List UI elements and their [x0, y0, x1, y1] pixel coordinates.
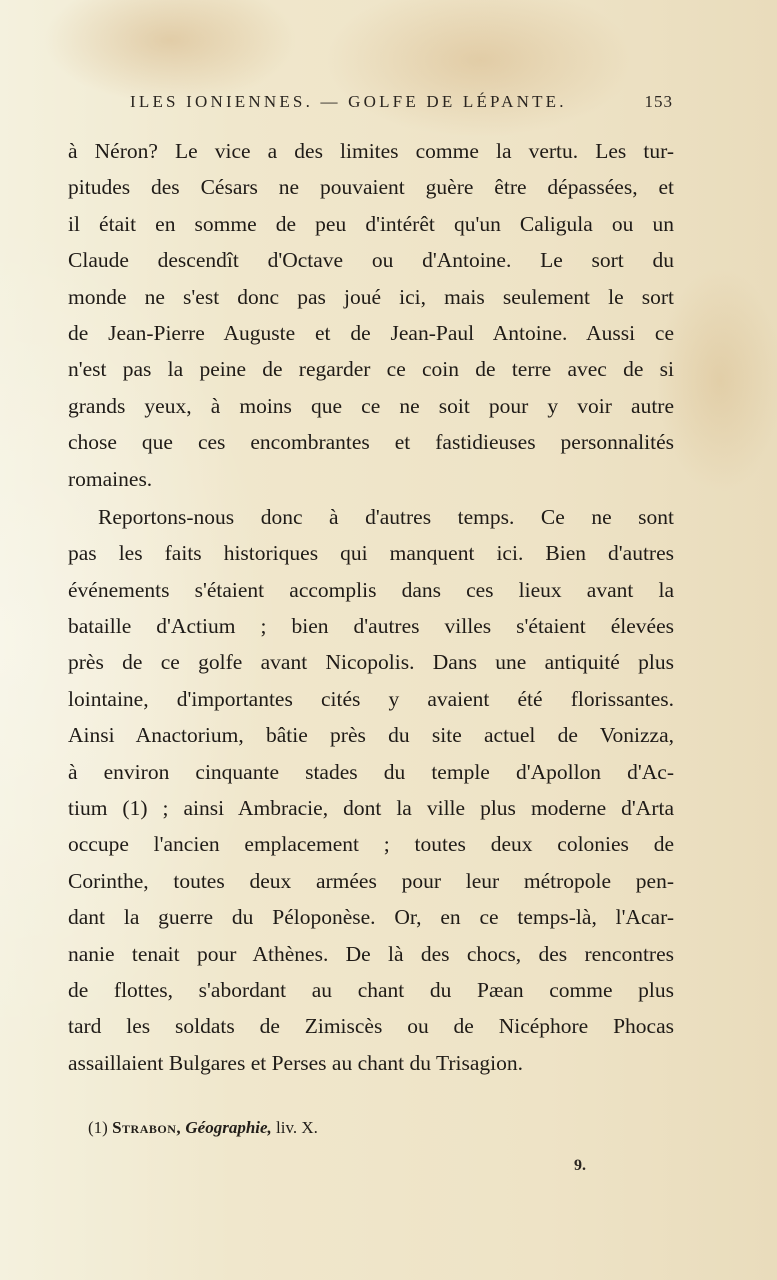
signature-mark: 9.	[574, 1157, 586, 1174]
text-line: pas les faits historiques qui manquent ici. Bien d'autres	[68, 541, 674, 566]
text-line: Corinthe, toutes deux armées pour leur métropole pen-	[68, 868, 674, 893]
text-line: événements s'étaient accomplis dans ces lieux avant la	[68, 577, 674, 602]
text-line: assaillaient Bulgares et Perses au chant du Trisagion.	[68, 1050, 524, 1075]
text-line: il était en somme de peu d'intérêt qu'un Caligula ou un	[68, 211, 674, 236]
text-line: monde ne s'est donc pas joué ici, mais seulement le sort	[68, 284, 674, 309]
text-line: Reportons-nous donc à d'autres temps. Ce ne sont	[98, 504, 674, 529]
text-line: Claude descendît d'Octave ou d'Antoine. Le sort du	[68, 248, 674, 273]
text-line: de Jean-Pierre Auguste et de Jean-Paul Antoine. Aussi ce	[68, 320, 674, 345]
running-head-title: ILES IONIENNES. — GOLFE DE LÉPANTE.	[130, 92, 567, 111]
text-line: Ainsi Anactorium, bâtie près du site actuel de Vonizza,	[68, 723, 674, 748]
text-line: à Néron? Le vice a des limites comme la vertu. Les tur-	[68, 139, 674, 163]
text-line: grands yeux, à moins que ce ne soit pour y voir autre	[68, 393, 674, 418]
footnote-reference: liv. X.	[276, 1118, 318, 1137]
text-line: pitudes des Césars ne pouvaient guère être dépassées, et	[68, 175, 674, 200]
text-line: tard les soldats de Zimiscès ou de Nicéphore Phocas	[68, 1014, 674, 1039]
text-line: nanie tenait pour Athènes. De là des chocs, des rencontres	[68, 941, 674, 966]
text-line: n'est pas la peine de regarder ce coin de terre avec de si	[68, 357, 674, 382]
paragraph-1	[68, 133, 674, 497]
text-line: occupe l'ancien emplacement ; toutes deux colonies de	[68, 832, 674, 857]
footnote	[88, 1118, 318, 1138]
text-line: bataille d'Actium ; bien d'autres villes s'étaient élevées	[68, 614, 674, 639]
text-line: à environ cinquante stades du temple d'Apollon d'Ac-	[68, 759, 674, 784]
text-line: de flottes, s'abordant au chant du Pæan comme plus	[68, 977, 674, 1002]
page-number: 153	[644, 92, 673, 111]
text-line: lointaine, d'importantes cités y avaient été florissantes.	[68, 686, 674, 711]
body-text	[68, 133, 674, 1081]
text-line: romaines.	[68, 466, 153, 491]
text-line: dant la guerre du Péloponèse. Or, en ce temps-là, l'Acar-	[68, 905, 674, 930]
footnote-author: Strabon,	[112, 1118, 182, 1137]
paragraph-2	[68, 499, 674, 1081]
footnote-marker: (1)	[88, 1118, 108, 1137]
running-head	[130, 92, 673, 118]
text-line: près de ce golfe avant Nicopolis. Dans une antiquité plus	[68, 650, 674, 675]
text-line: chose que ces encombrantes et fastidieuses personnalités	[68, 430, 674, 455]
text-line: tium (1) ; ainsi Ambracie, dont la ville plus moderne d'Arta	[68, 796, 674, 821]
footnote-work: Géographie,	[185, 1118, 272, 1137]
